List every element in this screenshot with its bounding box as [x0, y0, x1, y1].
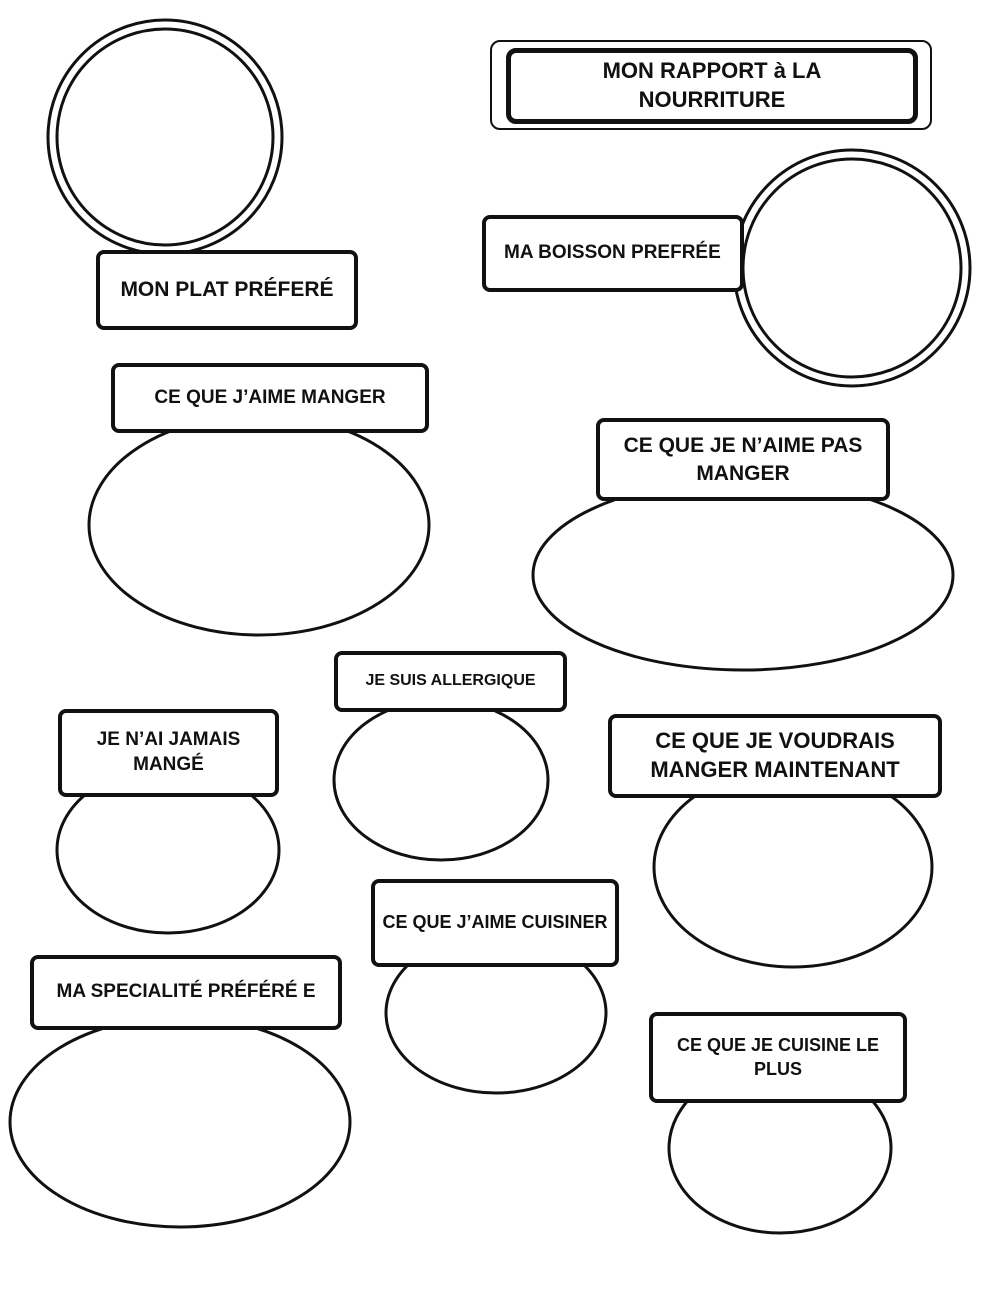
aime-manger-oval[interactable] — [89, 415, 429, 635]
specialite-oval[interactable] — [10, 1017, 350, 1227]
label-aime-pas-manger: CE QUE JE N’AIME PAS MANGER — [596, 418, 890, 501]
label-voudrais-manger: CE QUE JE VOUDRAIS MANGER MAINTENANT — [608, 714, 942, 798]
label-plat-prefere: MON PLAT PRÉFERÉ — [96, 250, 358, 330]
page-title: MON RAPPORT à LA NOURRITURE — [506, 48, 918, 124]
plat-circle-inner[interactable] — [57, 29, 273, 245]
label-allergique: JE SUIS ALLERGIQUE — [334, 651, 567, 712]
aime-pas-manger-oval[interactable] — [533, 480, 953, 670]
label-jamais-mange: JE N’AI JAMAIS MANGÉ — [58, 709, 279, 797]
label-aime-cuisiner: CE QUE J’AIME CUISINER — [371, 879, 619, 967]
allergique-oval[interactable] — [334, 700, 548, 860]
boisson-circle-inner[interactable] — [743, 159, 961, 377]
label-aime-manger: CE QUE J’AIME MANGER — [111, 363, 429, 433]
label-boisson-preferee: MA BOISSON PREFRÉE — [482, 215, 744, 292]
label-cuisine-le-plus: CE QUE JE CUISINE LE PLUS — [649, 1012, 907, 1103]
label-specialite: MA SPECIALITÉ PRÉFÉRÉ E — [30, 955, 342, 1030]
